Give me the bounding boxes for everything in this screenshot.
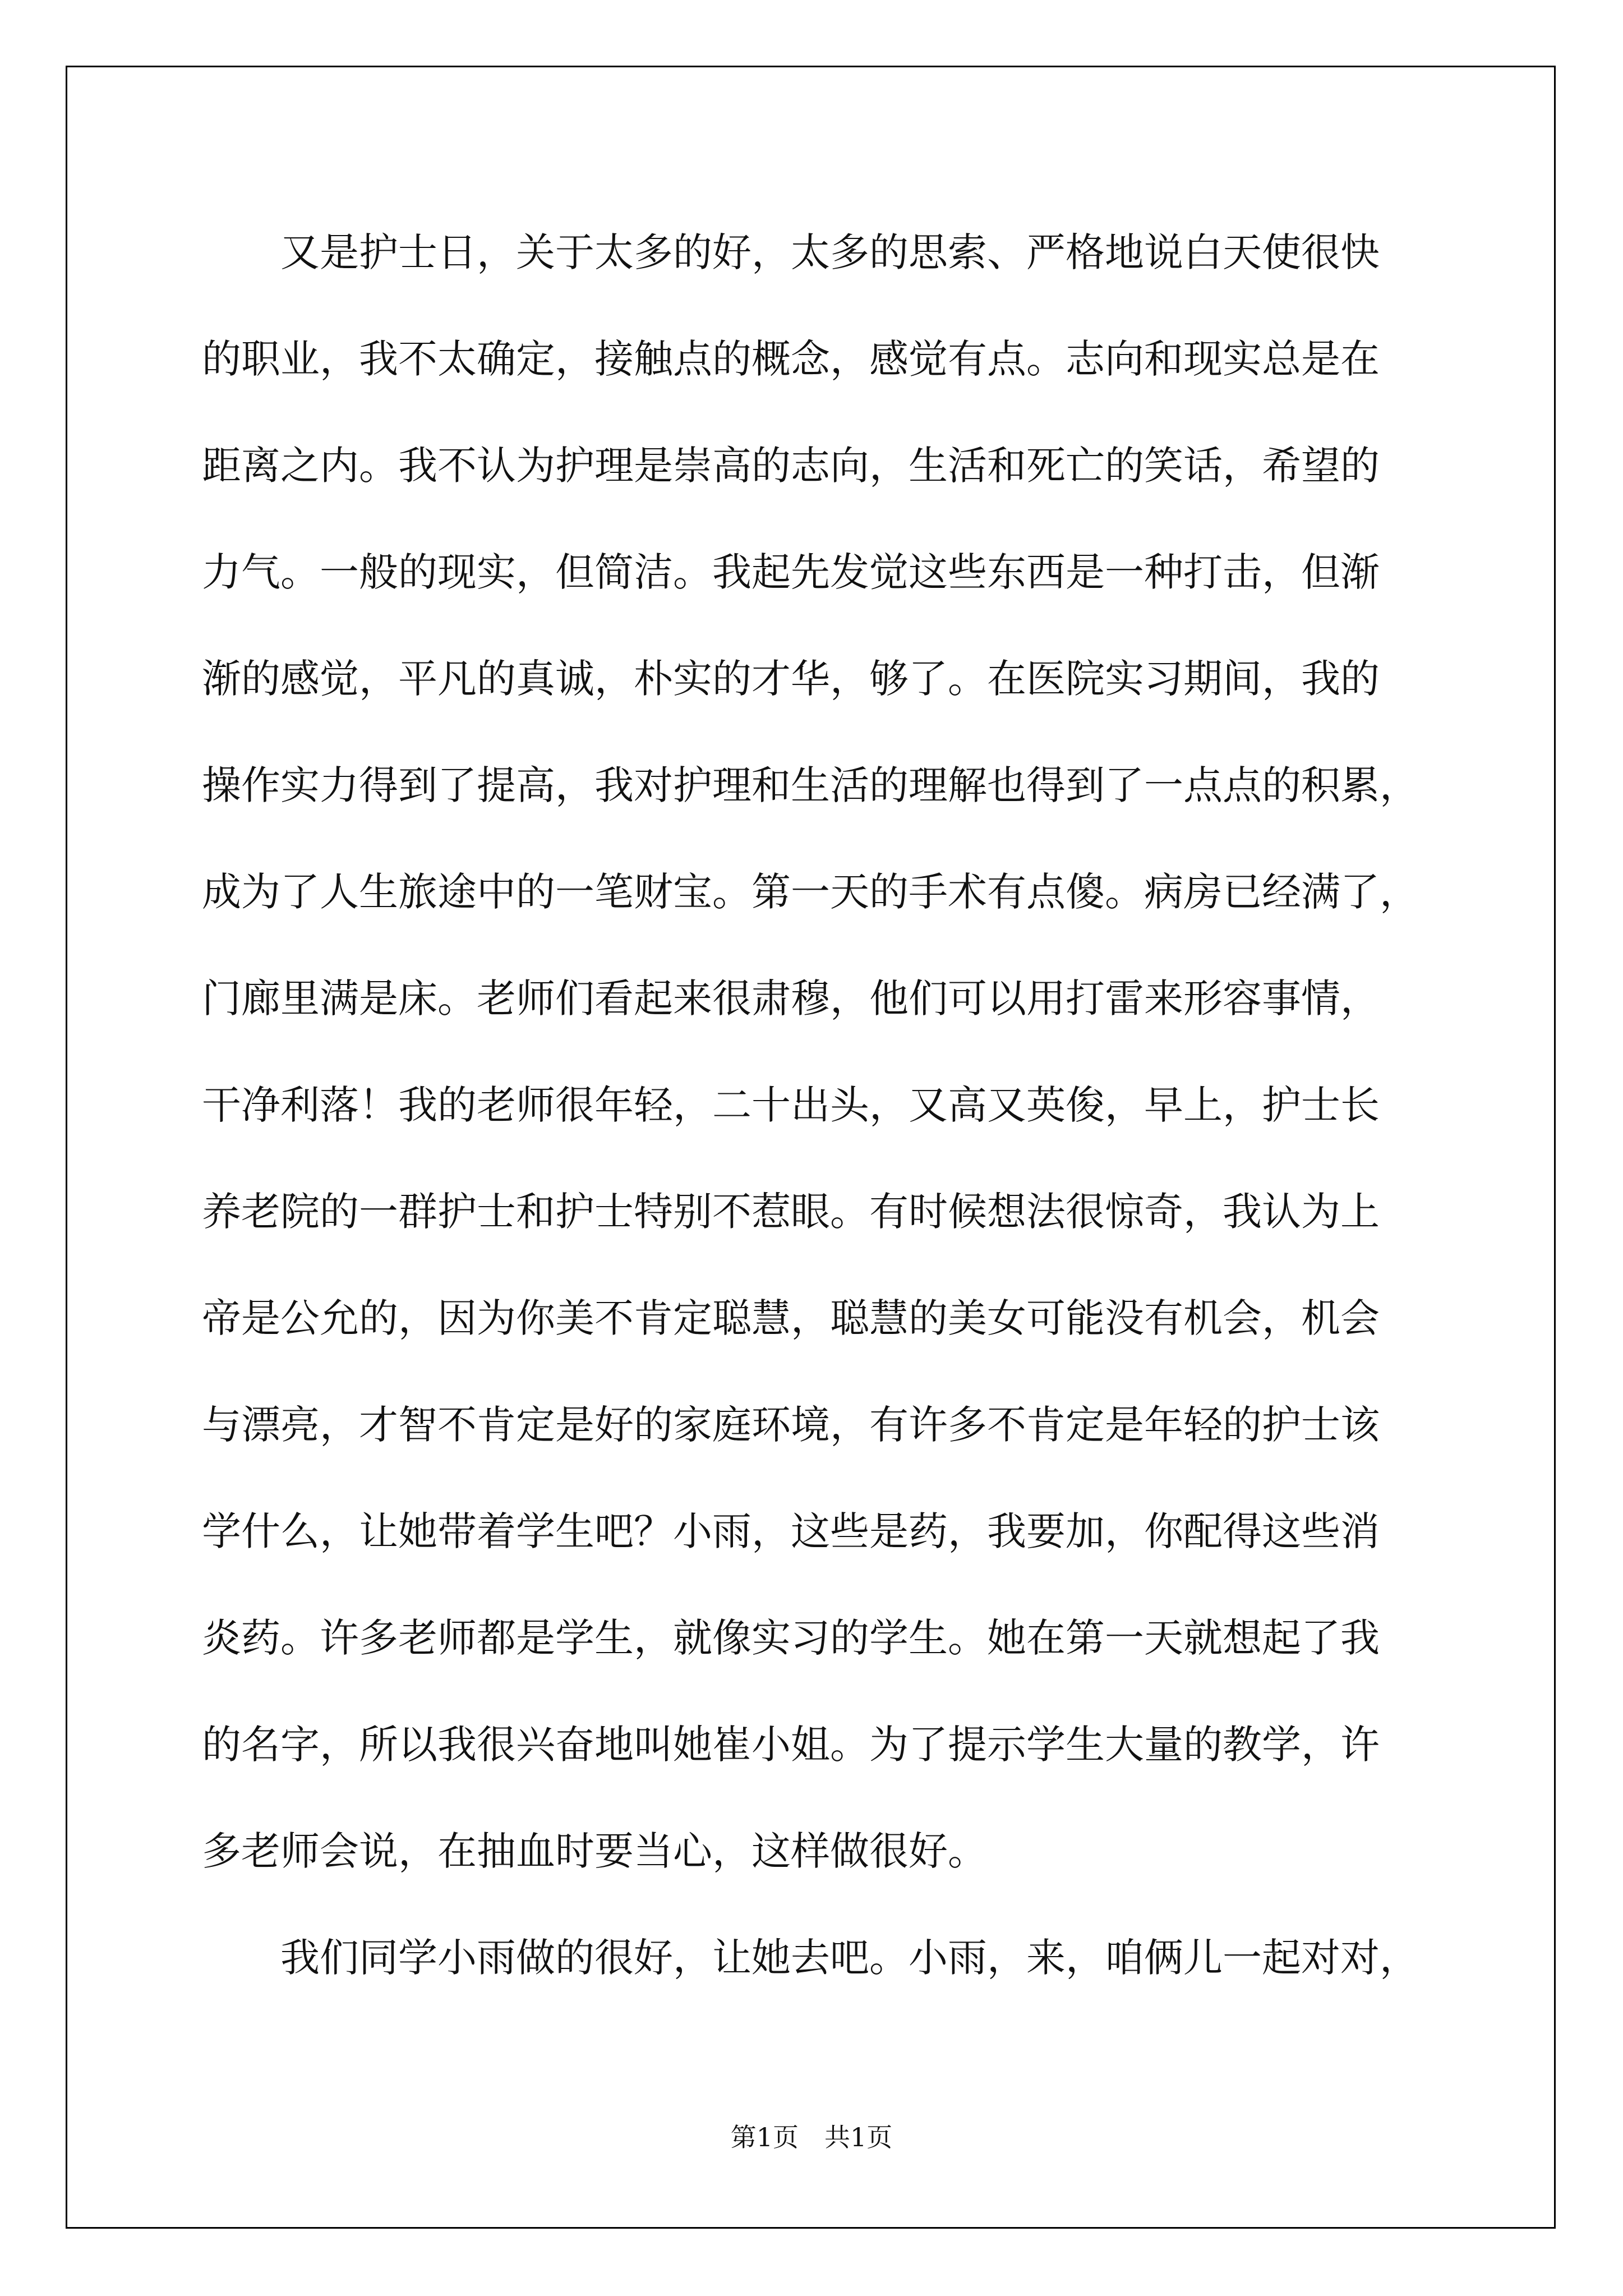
text-line: 的职业，我不太确定，接触点的概念，感觉有点。志向和现实总是在 [202,336,1380,382]
text-line: 又是护士日，关于太多的好，太多的思索、严格地说白天使很快 [280,229,1380,275]
text-line: 操作实力得到了提高，我对护理和生活的理解也得到了一点点的积累， [202,762,1419,808]
text-line: 帝是公允的，因为你美不肯定聪慧，聪慧的美女可能没有机会，机会 [202,1295,1380,1341]
text-line: 多老师会说，在抽血时要当心，这样做很好。 [202,1828,987,1874]
text-line: 养老院的一群护士和护士特别不惹眼。有时候想法很惊奇，我认为上 [202,1189,1380,1235]
text-line: 我们同学小雨做的很好，让她去吧。小雨，来，咱俩儿一起对对， [280,1935,1419,1981]
text-line: 力气。一般的现实，但简洁。我起先发觉这些东西是一种打击，但渐 [202,549,1380,595]
text-line: 的名字，所以我很兴奋地叫她崔小姐。为了提示学生大量的教学，许 [202,1722,1380,1768]
text-line: 干净利落！我的老师很年轻，二十出头，又高又英俊，早上，护士长 [202,1082,1380,1128]
text-line: 学什么，让她带着学生吧？小雨，这些是药，我要加，你配得这些消 [202,1508,1380,1554]
text-line: 成为了人生旅途中的一笔财宝。第一天的手术有点傻。病房已经满了， [202,869,1419,915]
text-line: 渐的感觉，平凡的真诚，朴实的才华，够了。在医院实习期间，我的 [202,656,1380,702]
text-line: 与漂亮，才智不肯定是好的家庭环境，有许多不肯定是年轻的护士该 [202,1402,1380,1448]
text-line: 门廊里满是床。老师们看起来很肃穆，他们可以用打雷来形容事情， [202,976,1380,1022]
text-line: 距离之内。我不认为护理是崇高的志向，生活和死亡的笑话，希望的 [202,443,1380,489]
page-number: 第1页 共1页 [730,2122,893,2152]
text-line: 炎药。许多老师都是学生，就像实习的学生。她在第一天就想起了我 [202,1615,1380,1661]
